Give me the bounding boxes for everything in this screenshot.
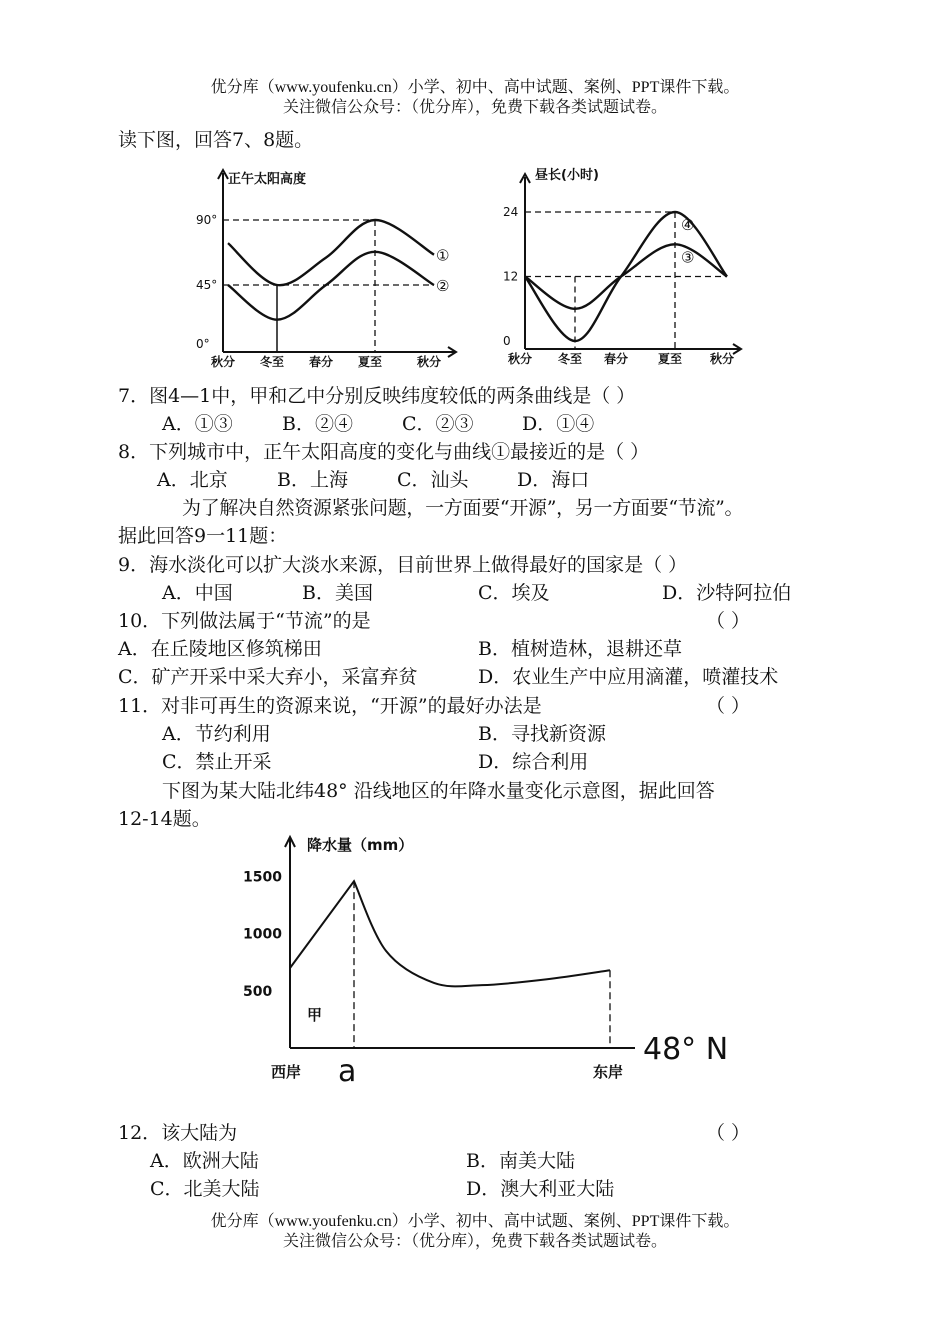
q10-option-a: A．在丘陵地区修筑梯田: [118, 638, 322, 660]
x-tick-label: 春分: [309, 355, 334, 369]
q10-answer-paren: （ ）: [706, 610, 751, 632]
q9-stem: 9．海水淡化可以扩大淡水来源，目前世界上做得最好的国家是（ ）: [118, 554, 688, 576]
q11-stem: 11．对非可再生的资源来说，“开源”的最好办法是: [118, 695, 542, 717]
q11-answer-paren: （ ）: [706, 695, 751, 717]
q8-option-d: D．海口: [517, 469, 590, 491]
x-tick-label: 夏至: [658, 352, 683, 366]
series-2-curve: [228, 252, 434, 320]
q11-option-d: D．综合利用: [478, 751, 589, 773]
intro-q9-11-line2: 据此回答9一11题：: [118, 525, 288, 547]
intro-q12-14-line1: 下图为某大陆北纬48° 沿线地区的年降水量变化示意图，据此回答: [162, 780, 715, 802]
chart2-title: 昼长(小时): [535, 168, 599, 183]
y-tick-label: 90°: [196, 213, 218, 227]
footer-line-2: 关注微信公众号：（优分库），免费下载各类试题试卷。: [282, 1233, 667, 1250]
intro-q9-11-line1: 为了解决自然资源紧张问题，一方面要“开源”，另一方面要“节流”。: [182, 497, 744, 519]
header-line-1: 优分库（www.youfenku.cn）小学、初中、高中试题、案例、PPT课件下载。: [210, 79, 740, 96]
q8-stem: 8．下列城市中，正午太阳高度的变化与曲线①最接近的是（ ）: [118, 441, 650, 463]
solar-altitude-chart: [190, 165, 470, 370]
q9-option-a: A．中国: [162, 582, 233, 604]
q9-option-c: C．埃及: [478, 582, 550, 604]
q8-option-b: B．上海: [277, 469, 348, 491]
series-4-label: ④: [681, 216, 695, 234]
q9-option-d: D．沙特阿拉伯: [662, 582, 792, 604]
q10-option-d: D．农业生产中应用滴灌，喷灌技术: [478, 666, 779, 688]
q10-option-b: B．植树造林，退耕还草: [478, 638, 682, 660]
west-coast-label: 西岸: [271, 1063, 302, 1081]
q12-option-c: C．北美大陆: [150, 1178, 260, 1200]
y-tick-label: 45°: [196, 278, 218, 292]
x-tick-label: 冬至: [558, 352, 583, 366]
q11-option-a: A．节约利用: [162, 723, 271, 745]
x-tick-label: 秋分: [211, 355, 236, 369]
y-tick-label: 500: [243, 983, 273, 1000]
y-tick-label: 0: [503, 334, 511, 348]
chart3-title: 降水量（mm）: [307, 836, 414, 854]
precipitation-curve: [290, 881, 610, 986]
q7-option-b: B．②④: [282, 413, 353, 435]
q7-stem: 7．图4—1中，甲和乙中分别反映纬度较低的两条曲线是（ ）: [118, 385, 636, 407]
intro-q12-14-line2: 12-14题。: [118, 808, 211, 830]
y-tick-label: 1000: [243, 926, 282, 943]
q8-option-c: C．汕头: [397, 469, 469, 491]
q10-stem: 10．下列做法属于“节流”的是: [118, 610, 371, 632]
series-2-label: ②: [436, 277, 450, 295]
y-tick-label: 0°: [196, 337, 210, 351]
q12-stem: 12．该大陆为: [118, 1122, 238, 1144]
y-tick-label: 24: [503, 205, 519, 219]
point-a-label: a: [338, 1054, 357, 1089]
header-line-2: 关注微信公众号：（优分库），免费下载各类试题试卷。: [282, 99, 667, 116]
series-1-label: ①: [436, 246, 450, 265]
q8-option-a: A．北京: [157, 469, 228, 491]
q12-option-b: B．南美大陆: [466, 1150, 575, 1172]
day-length-chart: [495, 165, 755, 370]
precipitation-chart: [235, 830, 755, 1090]
q12-answer-paren: （ ）: [706, 1122, 751, 1144]
q7-option-d: D．①④: [522, 413, 595, 435]
q7-option-c: C．②③: [402, 413, 474, 435]
y-tick-label: 12: [503, 269, 519, 284]
footer-line-1: 优分库（www.youfenku.cn）小学、初中、高中试题、案例、PPT课件下载。: [210, 1213, 740, 1230]
region-jia-label: 甲: [307, 1006, 323, 1024]
q12-option-d: D．澳大利亚大陆: [466, 1178, 615, 1200]
chart1-title: 正午太阳高度: [228, 172, 307, 187]
q7-option-a: A．①③: [162, 413, 233, 435]
x-tick-label: 春分: [604, 352, 629, 366]
series-3-label: ③: [681, 248, 695, 267]
x-tick-label: 冬至: [260, 355, 285, 369]
intro-q7-8: 读下图，回答7、8题。: [118, 129, 314, 151]
east-coast-label: 东岸: [593, 1063, 624, 1081]
q11-option-b: B．寻找新资源: [478, 723, 606, 745]
series-1-curve: [228, 220, 434, 285]
q9-option-b: B．美国: [302, 582, 373, 604]
y-tick-label: 1500: [243, 869, 282, 886]
x-tick-label: 秋分: [417, 355, 442, 369]
q10-option-c: C．矿产开采中采大弃小，采富弃贫: [118, 666, 418, 688]
q11-option-c: C．禁止开采: [162, 751, 272, 773]
x-tick-label: 秋分: [508, 352, 533, 366]
x-tick-label: 秋分: [710, 352, 735, 366]
latitude-label: 48° N: [643, 1032, 729, 1067]
q12-option-a: A．欧洲大陆: [150, 1150, 259, 1172]
x-tick-label: 夏至: [358, 355, 383, 369]
